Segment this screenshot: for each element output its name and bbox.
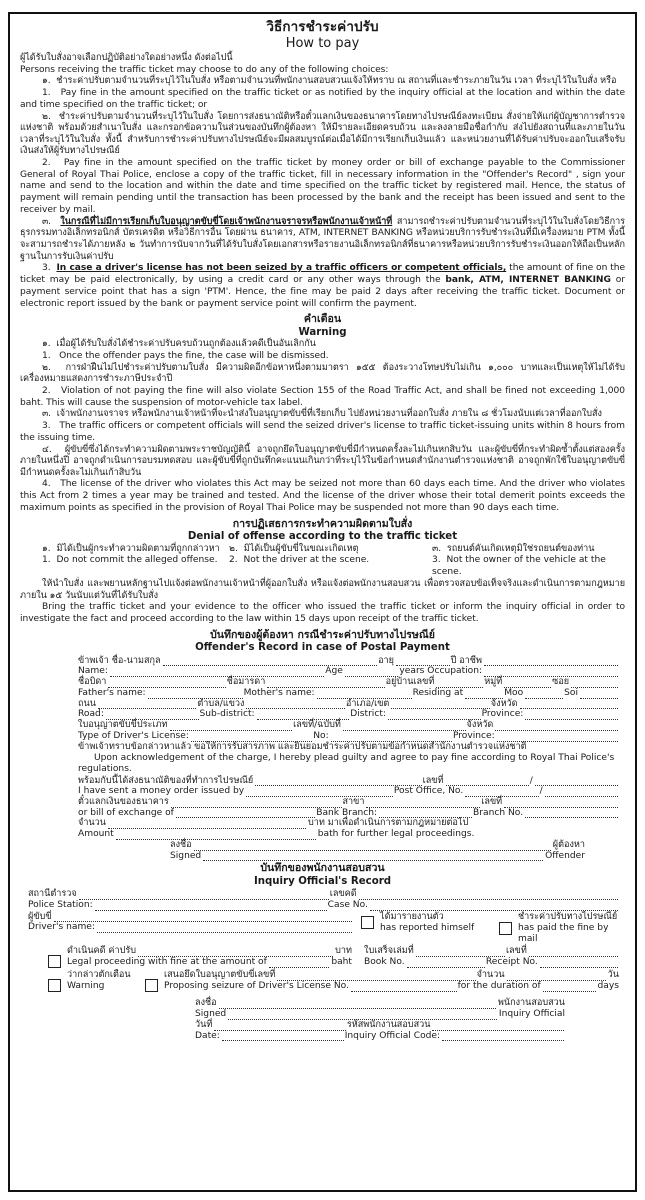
field-input-license-province[interactable] [497,735,618,742]
field-label-province-thai: จังหวัด [490,698,518,709]
offender-signature-row-english [20,851,625,862]
field-tail-sign-thai: ผู้ต้องหา [552,839,585,850]
field-input-driver[interactable] [97,927,352,934]
offender-amount-row-english [20,829,625,840]
field-label-occupation-thai: ปี อาชีพ [450,655,482,666]
warning-2-text-thai: การฝ่าฝืนไม่ไปชำระค่าปรับตามใบสั่ง มีความผิดอีกข้อหาหนึ่งตามมาตรา ๑๕๕ ต้องระวางโทษปรับไม่เกิน ๑,๐๐๐ บาทและเป็นเหตุให้ไม่ได้รับเครื่องหมายแสดงการชำระภาษีประจำปี [20,362,625,385]
choice-2-text-english: Pay fine in the amount specified on the traffic ticket by money order or bill of exchange payable to the Commissioner General of Royal Thai Police, enclose a copy of the traffic ticket, fill in necessary information in the "Offender's Record" , sign your name and send to the location and within the date and time specified on the traffic ticket by registered mail. Hence, the status of payment will remain pending until the transaction has been processed by the bank and the receipt has been issued and sent to the receiver by mail. [20,157,625,216]
field-input-amount[interactable] [116,833,316,840]
field-label-soi: Soi [564,687,579,698]
field-input-seizure[interactable] [351,985,457,992]
denial-option-1-thai: ๑. มิได้เป็นผู้กระทำความผิดตามที่ถูกกล่าวหา [42,543,220,554]
field-label-case-thai: เลขคดี [329,889,357,900]
denial-instruction-thai: ให้นำใบสั่ง และพยานหลักฐานไปแจ้งต่อพนักงานเจ้าหน้าที่ผู้ออกใบสั่ง หรือแจ้งต่อพนักงานสอบสวน เพื่อตรวจสอบข้อเท็จจริงและดำเนินการตามกฎหมาย ภายใน ๑๕ วันนับแต่วันที่ได้รับใบสั่ง [20,579,625,601]
offender-statement-thai: ข้าพเจ้าทราบข้อกล่าวหาแล้ว ขอให้การรับสารภาพ และยินยอมชำระค่าปรับตามข้อกำหนดสำนักงานตำรวจแห่งชาติ [78,741,527,752]
warning-2-thai [20,363,625,386]
choice-1-num-english: 1. [42,88,51,99]
field-label-father-thai: ชื่อบิดา [78,677,107,688]
warning-2-english [20,386,625,410]
field-label-district: District: [350,709,386,720]
inquiry-legal-thai [67,946,619,957]
intro-english: Persons receiving the traffic ticket may choose to do any of the following choices: [20,64,389,75]
inquiry-driver-row-english [28,922,353,933]
field-input-moneyorder-slash-thai[interactable] [535,780,618,787]
field-label-license-type: Type of Driver's License: [78,730,189,741]
field-label-sign: Signed [170,850,202,861]
field-label-book: Book No. [364,957,405,968]
choice-2-num-thai: ๒. [42,111,51,122]
warning-3-num-english: 3. [42,420,51,431]
field-input-case-thai[interactable] [359,894,618,901]
choice-1-text-thai: ชำระค่าปรับตามจำนวนที่ระบุไว้ในใบสั่ง หรือตามจำนวนที่พนักงานสอบสวนแจ้งให้ทราบ ณ สถานที่และชำระภายในวัน เวลา ที่ระบุไว้ในใบสั่ง หรือ [56,76,617,87]
denial-instruction-english: Bring the traffic ticket and your evidence to the officer who issued the traffic ticket or inform the inquiry official in order to investigate the fact and proceed according to the law within 15 days upon receipt of the traffic ticket. [20,602,625,624]
warning-2-num-english: 2. [42,385,51,396]
offender-parents-row-english [20,688,625,699]
warning-1-text-thai: เมื่อผู้ได้รับใบสั่งได้ชำระค่าปรับครบถ้วนถูกต้องแล้วคดีเป็นอันเลิกกัน [56,339,316,350]
field-tail-amount-thai: บาท มาเพื่อดำเนินการตามกฎหมายต่อไป [307,818,469,829]
field-label-mother: Mother's name: [243,687,315,698]
inquiry-record-fields [20,889,625,1041]
denial-option-2-english: 2. Not the driver at the scene. [229,555,370,566]
denial-options-english-row [20,555,625,579]
field-label-driver: Driver's name: [28,922,95,933]
choice-1-text-english: Pay fine in the amount specified on the traffic ticket or as notified by the inquiry official at the location and within the date and time specified on the traffic ticket; or [20,88,625,110]
field-input-name[interactable] [110,671,324,678]
field-input-license-no[interactable] [331,735,452,742]
checkbox-seizure[interactable] [145,979,158,992]
checkbox-reported-label-english: has reported himself [380,922,475,933]
offender-moneyorder-row-thai [20,776,625,787]
offender-parents-row-thai [20,677,625,688]
choice-3-thai [20,217,625,263]
choice-2-english [20,158,625,217]
field-tail-sign: Offender [545,850,585,861]
field-label-officer-code: Inquiry Official Code: [344,1030,441,1041]
inquiry-warning-seizure-row [20,968,625,992]
warning-3-num-thai: ๓. [42,409,52,420]
offender-billexchange-row-thai [20,797,625,808]
field-input-road-thai[interactable] [98,703,196,710]
field-label-inquiry-sign-thai: ลงชื่อ [195,998,217,1009]
checkbox-reported-group[interactable] [353,912,493,934]
warning-3-english [20,421,625,445]
checkbox-reported-label-thai: ได้มารายงานตัว [380,911,444,922]
field-input-license-no-thai[interactable] [343,724,466,731]
choice-1-english [20,88,625,112]
field-label-branch-no-thai: เลขที่ [481,797,503,808]
field-label-seizure-duration: for the duration of [457,981,541,992]
field-input-officer-code-thai[interactable] [432,1024,564,1031]
checkbox-legal-proceeding[interactable] [48,955,61,968]
field-label-station: Police Station: [28,900,93,911]
offender-amount-row-thai [20,818,625,829]
field-label-seizure: Proposing seizure of Driver's License No. [164,981,349,992]
choice-3-english [20,263,625,310]
field-label-driver-thai: ผู้ขับขี่ [28,911,52,922]
denial-option-3-thai: ๓. รถยนต์คันเกิดเหตุมิใช่รถยนต์ของท่าน [432,543,595,554]
field-input-officer-code[interactable] [442,1035,564,1042]
offender-address-row-thai [20,699,625,710]
checkbox-has-reported[interactable] [361,916,374,929]
field-label-residing: Residing at [412,687,464,698]
field-label-soi-thai: ซอย [552,677,570,688]
warning-3-thai [20,409,625,421]
choice-3-bold-channels: bank, ATM, INTERNET BANKING [445,274,611,285]
inquiry-record-title-thai: บันทึกของพนักงานสอบสวน [260,862,385,875]
warning-label-english: Warning [67,981,105,992]
field-label-occupation: years Occupation: [399,666,483,677]
checkbox-reported-labels [380,912,474,934]
inquiry-signature-row-thai [20,998,625,1009]
offender-signature-row-thai [20,840,625,851]
warning-4-num-thai: ๔. [42,444,52,455]
field-input-date-thai[interactable] [214,1024,346,1031]
field-label-moneyorder-slash-thai: / [529,775,533,786]
choice-2-num-english: 2. [42,157,51,168]
field-input-amount-thai[interactable] [108,823,306,830]
choice-3-num-english: 3. [42,263,51,274]
field-label-road-thai: ถนน [78,698,96,709]
field-tail-legal-thai: บาท [335,946,352,957]
warning-2-text-english: Violation of not paying the fine will also violate Section 155 of the Road Traffic Act, and shall be fined not exceeding 1,000 baht. This will cause the suspension of motor-vehicle tax label. [20,385,625,408]
inquiry-station-row-english [20,900,625,911]
field-label-province: Province: [481,709,524,720]
offender-license-row-thai [20,720,625,731]
offender-record-title-english: Offender's Record in case of Postal Payment [195,642,450,654]
field-label-seizure-thai: เสนอยึดใบอนุญาตขับขี่เลขที่ [164,970,276,981]
field-input-station-thai[interactable] [79,894,329,901]
warning-1-english [20,351,625,363]
field-label-postoffice-no: Post Office, No. [393,786,464,797]
denial-options-thai-row [20,544,625,556]
field-input-branch-no[interactable] [525,812,618,819]
warning-1-text-english: Once the offender pays the fine, the case will be dismissed. [59,350,329,361]
intro-thai: ผู้ได้รับใบสั่งอาจเลือกปฏิบัติอย่างใดอย่างหนึ่ง ดังต่อไปนี้ [20,53,233,64]
field-label-date: Date: [195,1030,220,1041]
field-input-sign-thai[interactable] [194,844,551,851]
checkbox-has-paid-by-mail[interactable] [499,922,512,935]
field-input-province[interactable] [525,714,618,721]
field-tail-amount: bath for further legal proceedings. [317,829,475,840]
field-label-mother-thai: ชื่อมารดา [226,677,266,688]
denial-option-2-thai: ๒. มิได้เป็นผู้ขับขี่ในขณะเกิดเหตุ [229,543,359,554]
field-input-sign[interactable] [203,855,543,862]
field-label-station-thai: สถานีตำรวจ [28,889,77,900]
checkbox-warning[interactable] [48,979,61,992]
field-input-legal[interactable] [269,961,330,968]
field-tail-seizure: days [597,981,619,992]
field-label-moneyorder-no-thai: เลขที่ [422,775,444,786]
field-label-bill: or bill of exchange of [78,807,174,818]
field-label-name-thai: ข้าพเจ้า ชื่อ-นามสกุล [78,655,161,666]
choice-3-text-part2: or payment service point that has a sign 'PTM'. Hence, the fine may be paid 2 days after receiving the traffic ticket. Document or electronic report issued by the bank or payment service point will confirm the payment. [20,274,625,309]
field-input-inquiry-sign-thai[interactable] [219,1003,496,1010]
checkbox-paid-label-thai: ชำระค่าปรับทางไปรษณีย์ [518,911,618,922]
field-input-book[interactable] [407,961,485,968]
field-label-father: Father's name: [78,687,146,698]
inquiry-record-title-english: Inquiry Official's Record [253,875,392,887]
field-label-receipt-thai: เลขที่ [505,946,527,957]
warning-1-num-english: 1. [42,350,51,361]
field-label-bank-branch: Bank Branch: [316,807,378,818]
field-input-postoffice-slash[interactable] [545,790,618,797]
field-label-district-thai: อำเภอ/เขต [345,698,390,709]
field-label-moneyorder-thai: พร้อมกับนี้ได้ส่งธนาณัติของที่ทำการไปรษณีย์ [78,775,254,786]
warning-label-thai: ว่ากล่าวตักเตือน [67,970,131,981]
field-label-sign-thai: ลงชื่อ [170,839,192,850]
denial-option-3-english: 3. Not the owner of the vehicle at the scene. [432,555,606,578]
choice-1-num-thai: ๑. [42,76,51,87]
inquiry-driver-row-thai [28,912,353,923]
field-label-subdistrict: Sub-district: [199,709,255,720]
inquiry-seizure-english [164,981,619,992]
field-label-book-thai: ใบเสร็จเล่มที่ [364,946,414,957]
field-label-amount-thai: จำนวน [78,818,106,829]
inquiry-seizure-thai [164,970,619,981]
field-input-soi[interactable] [580,692,618,699]
field-input-province-thai[interactable] [520,703,618,710]
choice-3-text-thai: สามารถชำระค่าปรับตามจำนวนที่ระบุไว้ในใบสั่งโดยวิธีการธุรกรรมทางอิเล็กทรอนิกส์ บัตรเครดิต หรือวิธีการอื่น โดยผ่าน ธนาคาร, ATM, INTERNET BANKING หรือหน่วยบริการรับชำระเงินที่มีเครื่องหมาย PTM ทั้งนี้จะสามารถชำระได้ภายหลัง ๒ วันทำการนับจากวันที่ได้รับใบสั่งโดยเอกสารหรือรายงานอิเล็กทรอนิกส์ที่ธนาคารหรือหน่วยบริการรับชำระเงินออกให้ถือเป็นหลักฐานในการรับเงินค่าปรับ [20,216,626,262]
field-label-legal: Legal proceeding with fine at the amount of [67,957,267,968]
field-input-moo[interactable] [525,692,563,699]
field-input-district-thai[interactable] [391,703,489,710]
offender-name-row-english [20,666,625,677]
warning-checkbox-labels [61,970,145,992]
warning-1-num-thai: ๑. [42,339,51,350]
field-label-branch-thai: สาขา [342,797,365,808]
field-tail-inquiry-sign-thai: พนักงานสอบสวน [497,998,565,1009]
field-label-case: Case No. [327,900,368,911]
checkbox-paid-labels [518,912,619,945]
choice-1-thai [20,76,625,88]
offender-statement-english: Upon acknowledgement of the charge, I hereby plead guilty and agree to pay fine according to Royal Thai Police's regulations. [78,752,615,775]
choice-2-text-thai: ชำระค่าปรับตามจำนวนที่ระบุไว้ในใบสั่ง โดยการส่งธนาณัติหรือตั๋วแลกเงินของธนาคารโดยทางไปรษณีย์ลงทะเบียน สั่งจ่ายให้แก่ผู้บัญชาการตำรวจแห่งชาติ พร้อมด้วยสำเนาใบสั่ง และกรอกข้อความในส่วนของบันทึกผู้ต้องหา ให้มีรายละเอียดครบถ้วน และลงลายมือชื่อกำกับ ส่งไปยังสถานที่และภายในวัน เวลาที่ระบุไว้ในใบสั่ง ทั้งนี้ สำหรับการชำระค่าปรับทางไปรษณีย์จะมีผลสมบูรณ์ต่อเมื่อได้มีการเรียกเก็บเงินแล้ว และหน่วยงานที่ได้รับค่าปรับจะออกใบเสร็จรับเงินส่งให้ผู้รับทางไปรษณีย์ [20,111,626,157]
choice-3-underlined-thai: ในกรณีที่ไม่มีการเรียกเก็บใบอนุญาตขับขี่โดยเจ้าพนักงานจราจรหรือพนักงานเจ้าหน้าที่ [60,216,393,227]
field-label-house-thai: อยู่บ้านเลขที่ [385,677,435,688]
inquiry-station-row-thai [20,889,625,900]
warning-2-num-thai: ๒. [42,362,51,373]
offender-billexchange-row-english [20,808,625,819]
field-input-name-thai[interactable] [163,660,377,667]
field-input-case[interactable] [370,904,618,911]
denial-title-english: Denial of offense according to the traffic ticket [187,530,458,542]
field-input-seizure-duration[interactable] [543,985,596,992]
warning-3-text-thai: เจ้าพนักงานจราจร หรือพนักงานเจ้าหน้าที่จะนำส่งใบอนุญาตขับขี่ที่เรียกเก็บ ไปยังหน่วยงานที่ออกใบสั่ง ภายใน ๘ ชั่วโมงนับแต่เวลาที่ออกใบสั่ง [56,409,602,420]
field-input-branch-thai[interactable] [366,801,480,808]
warning-title-english: Warning [298,326,347,338]
field-label-name: Name: [78,666,108,677]
field-label-date-thai: วันที่ [195,1019,213,1030]
inquiry-signature-row-english [20,1009,625,1020]
field-label-license-no-thai: เลขที่/ฉบับที่ [293,720,341,731]
choice-3-underlined-english: In case a driver's license has not been seized by a traffic officers or competent officials, [56,263,507,274]
denial-option-1-english: 1. Do not commit the alleged offense. [42,555,218,566]
field-label-moo-thai: หมู่ที่ [484,677,503,688]
warning-title-thai: คำเตือน [303,313,342,326]
choice-2-thai [20,112,625,158]
field-label-license-province-thai: จังหวัด [466,720,494,731]
inquiry-date-row-english [20,1031,625,1042]
field-label-bill-thai: ตั๋วแลกเงินของธนาคาร [78,797,169,808]
offender-record-fields [20,656,625,862]
page-title-english: How to pay [285,35,360,51]
field-input-driver-thai[interactable] [54,916,352,923]
field-label-subdistrict-thai: ตำบล/แขวง [197,698,245,709]
inquiry-date-row-thai [20,1020,625,1031]
warning-1-thai [20,339,625,351]
field-label-receipt: Receipt No. [485,957,538,968]
field-label-postoffice-slash: / [539,786,543,797]
offender-record-title-thai: บันทึกของผู้ต้องหา กรณีชำระค่าปรับทางไปรษณีย์ [210,628,435,641]
field-label-moneyorder: I have sent a money order issued by [78,786,245,797]
field-label-road: Road: [78,709,104,720]
denial-title-thai: การปฏิเสธการกระทำความผิดตามใบสั่ง [232,517,413,530]
offender-moneyorder-row-english [20,786,625,797]
warning-3-text-english: The traffic officers or competent officials will send the seized driver's license to traffic ticket-issuing units within 8 hours from the issuing time. [20,420,625,443]
field-input-receipt[interactable] [540,961,618,968]
field-label-license-province: Province: [452,730,495,741]
field-input-occupation[interactable] [484,671,618,678]
checkbox-paid-label-english: has paid the fine by mail [518,922,609,944]
field-tail-inquiry-sign: Inquiry Official [498,1009,565,1020]
choice-3-num-thai: ๓. [42,216,52,227]
field-label-age: Age [325,666,343,677]
checkbox-paid-group[interactable] [493,912,619,945]
field-label-moo: Moo [504,687,524,698]
field-input-license-province-thai[interactable] [495,724,618,731]
field-label-branch-no: Branch No. [473,807,524,818]
field-input-subdistrict-thai[interactable] [246,703,344,710]
field-label-license-no: No: [313,730,329,741]
field-tail-legal: baht [331,957,352,968]
field-input-station[interactable] [95,904,327,911]
field-label-legal-thai: ดำเนินคดี ค่าปรับ [67,946,137,957]
field-label-amount: Amount [78,829,114,840]
warning-4-english [20,479,625,514]
field-label-seizure-days-thai: จำนวน [476,970,505,981]
warning-4-num-english: 4. [42,479,51,490]
field-label-license-type-thai: ใบอนุญาตขับขี่ประเภท [78,720,168,731]
choice-3-text-part1: the amount of fine on the ticket may be paid electronically, by using a credit card or any other ways through the [20,263,625,285]
field-label-age-thai: อายุ [378,655,394,666]
field-input-occupation-thai[interactable] [484,660,618,667]
offender-name-row-thai [20,656,625,667]
offender-address-row-english [20,709,625,720]
warning-4-text-english: The license of the driver who violates this Act may be seized not more than 60 days each time. And the driver who violates this Act from 2 times a year may be trained and tested. And the license of the driver whose their total demerit points exceeds the maximum points as specified in the provision of Royal Thai Police may be suspended not more than 90 days each time. [20,479,625,513]
inquiry-driver-checkbox-row [20,911,625,945]
inquiry-legal-row [20,944,625,968]
warning-4-text-thai: ผู้ขับขี่ซึ่งได้กระทำความผิดตามพระราชบัญญัตินี้ อาจถูกยึดใบอนุญาตขับขี่มีกำหนดครั้งละไม่เกินหกสิบวัน และผู้ขับขี่ที่กระทำผิดซ้ำตั้งแต่สองครั้งภายในหนึ่งปี อาจถูกดำเนินการอบรมทดสอบ และผู้ขับขี่ที่ถูกบันทึกคะแนนเกินกว่าที่ระบุไว้ในข้อกำหนดสำนักงานตำรวจแห่งชาติ อาจถูกพักใช้ใบอนุญาตขับขี่ มีกำหนดครั้งละไม่เกินเก้าสิบวัน [20,444,625,478]
inquiry-legal-english [67,957,619,968]
field-tail-seizure-thai: วัน [607,970,619,981]
warning-4-thai [20,445,625,480]
field-input-date[interactable] [222,1035,344,1042]
document-frame [8,12,637,1192]
field-input-bill[interactable] [176,812,315,819]
field-input-license-type[interactable] [191,735,312,742]
field-input-moneyorder[interactable] [246,790,393,797]
field-label-inquiry-sign: Signed [195,1009,227,1020]
offender-license-row-english [20,731,625,742]
page-title-thai: วิธีการชำระค่าปรับ [266,19,379,35]
field-label-officer-code-thai: รหัสพนักงานสอบสวน [346,1019,431,1030]
